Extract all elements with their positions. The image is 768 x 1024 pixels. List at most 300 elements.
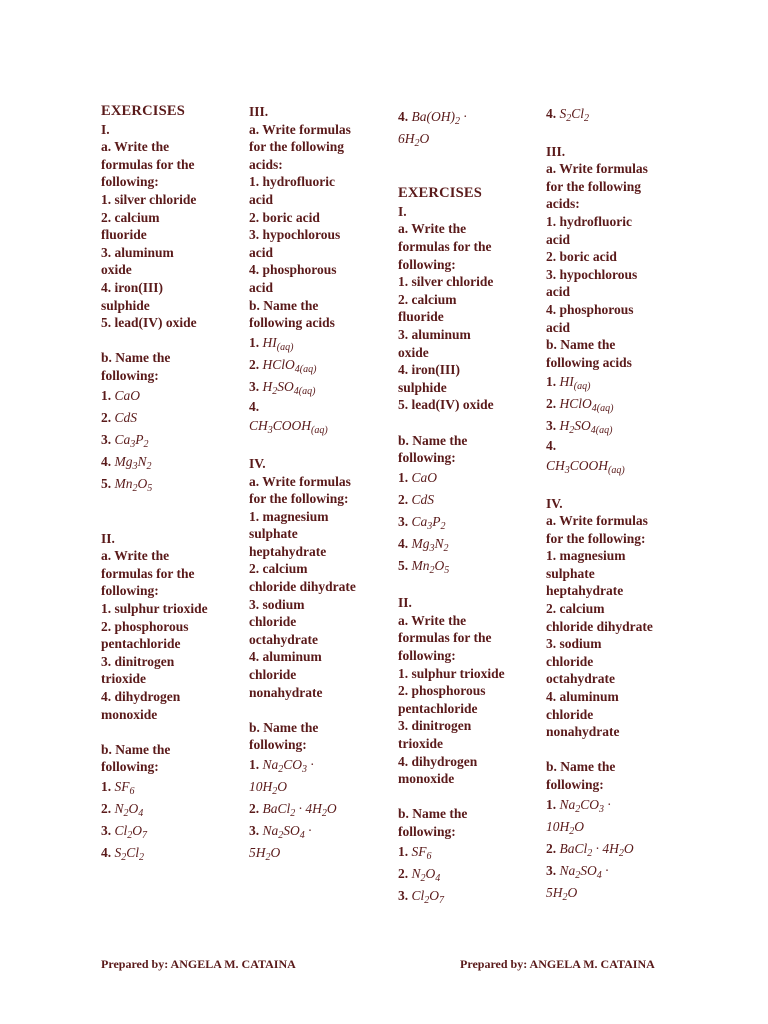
exercise-line: 1. silver chloride: [398, 274, 494, 290]
formula-text: SO: [574, 418, 591, 434]
formula-text: O: [132, 823, 143, 838]
formula-text: Mg: [411, 535, 430, 551]
formula-subscript: 2: [123, 808, 129, 819]
formula-text: SF: [114, 779, 130, 794]
chemical-formula: [114, 779, 135, 797]
exercise-line: heptahydrate: [249, 543, 327, 559]
formula-subscript: 2: [562, 891, 568, 903]
formula-text: SO: [580, 862, 597, 878]
formula-subscript: 2: [443, 542, 449, 554]
exercise-line: a. Write formulas: [546, 513, 648, 529]
item-number: 2.: [101, 409, 115, 425]
formula-text: O: [567, 884, 578, 900]
formula-line: [398, 467, 548, 489]
formula-text: Ca: [114, 431, 131, 447]
exercise-line: nonahydrate: [546, 724, 620, 740]
column-4: [546, 103, 696, 904]
formula-subscript: (aq): [311, 425, 328, 437]
column-1: [101, 103, 251, 864]
exercise-line: 2. boric acid: [249, 209, 320, 225]
exercise-line: oxide: [398, 344, 429, 360]
formula-text: O: [623, 840, 634, 856]
formula-text: ·: [304, 823, 312, 838]
formula-line: [546, 393, 696, 415]
formula-text: Na: [559, 796, 576, 812]
exercise-line: 1. magnesium: [249, 508, 329, 524]
chemical-formula: [114, 431, 149, 450]
formula-subscript: (aq): [573, 381, 591, 393]
chemical-formula: [262, 823, 312, 841]
exercise-line: 1. silver chloride: [101, 191, 197, 207]
formula-line: [398, 863, 548, 885]
formula-text: S: [114, 845, 122, 860]
exercise-line: for the following: [249, 139, 344, 155]
chemical-formula: [559, 418, 613, 437]
formula-line: [398, 489, 548, 511]
exercise-line: 2. phosphorous: [101, 618, 189, 634]
item-number: 3.: [398, 887, 412, 903]
chemical-formula: [559, 796, 611, 815]
exercise-line: 2. phosphorous: [398, 683, 486, 699]
formula-text: Ca: [411, 513, 428, 529]
exercise-line: 2. calcium: [101, 209, 160, 225]
exercise-line: formulas for the: [398, 630, 492, 646]
exercise-line: heptahydrate: [546, 583, 624, 599]
formula-subscript: 2: [290, 808, 296, 819]
formula-text: H: [262, 378, 273, 394]
formula-text: Na: [559, 862, 576, 878]
exercise-line: 3. sodium: [546, 636, 602, 652]
spacer: [249, 701, 399, 719]
item-number: 5.: [398, 557, 412, 573]
item-number: 2.: [398, 491, 412, 507]
exercise-line: chloride dihydrate: [249, 579, 356, 595]
formula-line: [546, 794, 696, 816]
formula-subscript: 3: [302, 764, 308, 775]
formula-text: · 4H: [295, 801, 322, 816]
formula-subscript: 2: [429, 564, 435, 576]
item-number: 4.: [398, 109, 412, 124]
chemical-formula: [546, 818, 584, 837]
formula-subscript: 2: [455, 116, 460, 127]
exercise-line: 4.: [546, 438, 557, 454]
exercise-line: 5. lead(IV) oxide: [398, 397, 494, 413]
exercise-line: following acids: [249, 315, 335, 331]
formula-text: O: [277, 779, 287, 794]
formula-text: COOH: [272, 418, 312, 434]
exercise-line: following:: [398, 450, 456, 466]
formula-subscript: 2: [440, 520, 446, 532]
formula-text: SF: [411, 843, 427, 859]
exercise-line: a. Write the: [398, 612, 467, 628]
chemical-formula: [411, 513, 446, 532]
formula-subscript: 5: [444, 564, 450, 576]
formula-text: O: [429, 887, 440, 903]
exercise-line: 2. calcium: [398, 291, 457, 307]
exercise-line: 4. aluminum: [249, 649, 322, 665]
exercise-line: 4.: [249, 398, 260, 414]
item-number: 1.: [546, 796, 560, 812]
formula-subscript: 2: [127, 830, 133, 841]
item-number: 2.: [546, 396, 560, 412]
chemical-formula: [546, 457, 625, 476]
formula-line: [249, 415, 399, 437]
formula-line: [398, 885, 548, 907]
exercise-line: acid: [546, 231, 571, 247]
exercise-line: 4. iron(III): [398, 362, 461, 378]
formula-subscript: 7: [142, 830, 148, 841]
chemical-formula: [546, 884, 578, 903]
item-number: 3.: [546, 862, 560, 878]
exercise-line: 1. hydrofluoric: [546, 213, 633, 229]
formula-subscript: 3: [130, 438, 136, 450]
chemical-formula: [114, 801, 144, 819]
item-number: 3.: [101, 823, 115, 838]
exercise-line: following:: [101, 583, 159, 599]
formula-text: N: [114, 801, 124, 816]
exercise-line: fluoride: [398, 309, 444, 325]
exercise-line: pentachloride: [101, 636, 181, 652]
formula-subscript: 4: [435, 872, 441, 884]
formula-subscript: 4(aq): [293, 385, 316, 397]
formula-text: CH: [546, 457, 565, 473]
formula-text: ·: [604, 796, 611, 812]
chemical-formula: [262, 801, 337, 819]
footer-right-credit: Prepared by: ANGELA M. CATAINA: [460, 957, 655, 971]
exercise-line: acid: [546, 319, 571, 335]
formula-line: [546, 371, 696, 393]
exercise-line: III.: [546, 143, 566, 159]
item-number: 4.: [101, 453, 115, 469]
chemical-formula: [398, 131, 430, 149]
formula-subscript: 3: [429, 542, 435, 554]
formula-text: BaCl: [559, 840, 588, 856]
spacer: [101, 495, 251, 513]
item-number: 2.: [398, 865, 412, 881]
formula-text: ·: [307, 757, 314, 772]
formula-text: ·: [460, 109, 467, 124]
formula-line: [398, 106, 548, 128]
chemical-formula: [412, 470, 438, 485]
exercise-line: following:: [398, 256, 456, 272]
exercise-line: chloride: [546, 653, 594, 669]
chemical-formula: [559, 862, 609, 881]
exercise-line: chloride dihydrate: [546, 618, 653, 634]
spacer: [546, 125, 696, 143]
formula-text: Cl: [126, 845, 140, 860]
formula-line: [398, 555, 548, 577]
chemical-formula: [114, 845, 145, 863]
formula-text: 10H: [249, 779, 273, 794]
formula-subscript: 3: [132, 460, 138, 472]
exercise-line: acid: [249, 279, 274, 295]
formula-text: Na: [262, 757, 279, 772]
item-number: 3.: [249, 378, 263, 394]
formula-line: [546, 455, 696, 477]
exercise-line: 4. dihydrogen: [398, 753, 478, 769]
exercise-line: a. Write the: [101, 139, 170, 155]
exercise-line: monoxide: [398, 771, 455, 787]
chemical-formula: [559, 106, 590, 124]
item-number: 1.: [101, 387, 115, 403]
formula-subscript: 2: [121, 852, 127, 863]
item-number: 4.: [101, 845, 115, 860]
item-number: 3.: [398, 513, 412, 529]
formula-subscript: 2: [424, 894, 430, 906]
exercise-line: b. Name the: [249, 297, 319, 313]
item-number: 1.: [249, 757, 263, 772]
chemical-formula: [559, 396, 614, 415]
formula-subscript: 2: [575, 803, 581, 815]
formula-subscript: 2: [584, 113, 590, 124]
chemical-formula: [115, 388, 141, 403]
exercise-line: for the following:: [546, 530, 646, 546]
formula-subscript: 2: [143, 438, 149, 450]
formula-text: Mn: [411, 557, 430, 573]
formula-line: [249, 842, 399, 864]
formula-text: SO: [283, 823, 300, 838]
formula-subscript: 2: [569, 825, 575, 837]
exercise-line: b. Name the: [398, 806, 468, 822]
item-number: 4.: [398, 535, 412, 551]
exercise-line: following acids: [546, 354, 632, 370]
formula-subscript: 3: [267, 425, 273, 437]
formula-text: N: [434, 535, 444, 551]
formula-text: O: [434, 557, 445, 573]
formula-subscript: 2: [587, 847, 593, 859]
exercise-line: octahydrate: [249, 631, 318, 647]
formula-text: N: [411, 865, 421, 881]
formula-line: [101, 385, 251, 407]
exercise-line: 1. sulphur trioxide: [398, 665, 505, 681]
formula-subscript: 6: [426, 850, 432, 862]
formula-subscript: 2: [414, 138, 420, 149]
formula-text: CO: [580, 796, 600, 812]
formula-line: [101, 473, 251, 495]
spacer: [249, 437, 399, 455]
exercise-line: 4. aluminum: [546, 689, 619, 705]
formula-text: 10H: [546, 818, 570, 834]
chemical-formula: [114, 453, 152, 472]
formula-line: [101, 451, 251, 473]
exercise-line: chloride: [546, 706, 594, 722]
exercise-line: 2. boric acid: [546, 249, 617, 265]
exercise-line: acid: [249, 244, 274, 260]
exercise-line: following:: [398, 648, 456, 664]
formula-line: [101, 776, 251, 798]
formula-line: [398, 128, 548, 150]
item-number: 1.: [546, 374, 560, 390]
exercise-line: 2. calcium: [249, 561, 308, 577]
formula-subscript: 4: [299, 830, 305, 841]
exercise-line: formulas for the: [398, 238, 492, 254]
formula-text: S: [559, 106, 567, 121]
exercise-line: 4. phosphorous: [546, 301, 634, 317]
formula-text: CdS: [411, 491, 435, 507]
formula-subscript: 2: [321, 808, 327, 819]
formula-text: 5H: [546, 884, 563, 900]
exercise-line: trioxide: [101, 671, 146, 687]
item-number: 2.: [101, 801, 115, 816]
exercise-line: b. Name the: [101, 350, 171, 366]
exercise-line: 3. aluminum: [101, 244, 174, 260]
exercise-line: I.: [398, 203, 407, 219]
chemical-formula: [411, 535, 449, 554]
formula-line: [101, 842, 251, 864]
chemical-formula: [249, 845, 281, 863]
item-number: 3.: [101, 431, 115, 447]
section-heading: EXERCISES: [101, 103, 185, 119]
exercise-line: formulas for the: [101, 565, 195, 581]
formula-subscript: 2: [265, 852, 271, 863]
chemical-formula: [559, 374, 591, 393]
formula-line: [249, 820, 399, 842]
item-number: 2.: [249, 356, 263, 372]
exercise-line: sulphide: [101, 297, 150, 313]
exercise-line: 2. calcium: [546, 601, 605, 617]
spacer: [398, 150, 548, 168]
item-number: 2.: [546, 840, 560, 856]
chemical-formula: [559, 840, 634, 859]
formula-text: Na: [262, 823, 279, 838]
formula-line: [249, 354, 399, 376]
formula-subscript: (aq): [276, 341, 294, 353]
exercise-line: trioxide: [398, 736, 443, 752]
formula-subscript: 3: [564, 464, 570, 476]
formula-subscript: 5: [147, 482, 153, 494]
formula-subscript: 4: [596, 869, 602, 881]
formula-subscript: 4: [138, 808, 144, 819]
formula-text: N: [137, 453, 147, 469]
formula-text: O: [574, 818, 584, 834]
formula-subscript: 2: [132, 482, 138, 494]
exercise-line: 4. dihydrogen: [101, 689, 181, 705]
formula-text: Mn: [114, 475, 133, 491]
formula-text: O: [137, 475, 148, 491]
spacer: [398, 414, 548, 432]
exercise-line: following:: [249, 737, 307, 753]
exercise-line: acids:: [546, 196, 580, 212]
formula-line: [249, 332, 399, 354]
formula-line: [101, 407, 251, 429]
formula-text: CO: [283, 757, 303, 772]
exercise-line: sulphate: [546, 565, 595, 581]
item-number: 3.: [546, 418, 560, 434]
exercise-line: octahydrate: [546, 671, 615, 687]
formula-text: O: [419, 131, 430, 146]
exercise-line: a. Write formulas: [249, 121, 351, 137]
exercise-line: III.: [249, 104, 269, 119]
item-number: 3.: [249, 823, 263, 838]
exercise-line: II.: [398, 595, 412, 611]
formula-text: CaO: [114, 387, 141, 403]
exercise-line: following:: [546, 777, 604, 792]
formula-line: [398, 841, 548, 863]
spacer: [546, 741, 696, 759]
spacer: [101, 332, 251, 350]
item-number: 1.: [101, 779, 115, 794]
formula-text: P: [135, 431, 144, 447]
formula-subscript: 2: [566, 113, 572, 124]
formula-text: CdS: [114, 409, 138, 425]
formula-text: O: [326, 801, 337, 816]
exercise-line: 3. hypochlorous: [546, 266, 638, 282]
exercise-line: nonahydrate: [249, 684, 323, 700]
exercise-line: 5. lead(IV) oxide: [101, 315, 197, 331]
formula-line: [546, 860, 696, 882]
exercise-line: chloride: [249, 614, 297, 630]
formula-subscript: 4(aq): [294, 363, 317, 375]
chemical-formula: [249, 779, 287, 797]
spacer: [398, 788, 548, 806]
formula-line: [249, 776, 399, 798]
spacer: [101, 512, 251, 530]
formula-line: [546, 816, 696, 838]
formula-line: [101, 820, 251, 842]
exercise-line: b. Name the: [101, 741, 171, 757]
exercise-line: following:: [398, 824, 456, 839]
exercise-line: IV.: [249, 455, 266, 471]
formula-text: BaCl: [262, 801, 291, 816]
exercise-line: oxide: [101, 262, 132, 278]
formula-subscript: 2: [278, 830, 284, 841]
formula-subscript: 4(aq): [590, 425, 613, 437]
formula-subscript: 2: [420, 872, 426, 884]
formula-text: Cl: [114, 823, 128, 838]
chemical-formula: [262, 356, 317, 375]
formula-text: HClO: [559, 396, 592, 412]
exercise-line: 4. iron(III): [101, 279, 164, 295]
formula-text: O: [425, 865, 436, 881]
formula-line: [249, 754, 399, 776]
exercise-line: fluoride: [101, 227, 147, 243]
exercise-line: b. Name the: [546, 337, 616, 353]
formula-subscript: 2: [278, 764, 284, 775]
chemical-formula: [411, 865, 441, 884]
formula-subscript: 2: [618, 847, 624, 859]
item-number: 1.: [398, 469, 412, 485]
footer-left-credit: Prepared by: ANGELA M. CATAINA: [101, 957, 296, 971]
formula-line: [101, 798, 251, 820]
spacer: [398, 577, 548, 595]
exercise-line: a. Write formulas: [546, 161, 648, 177]
exercise-line: 3. hypochlorous: [249, 227, 341, 243]
column-2: [249, 103, 399, 864]
exercise-line: II.: [101, 530, 115, 546]
formula-subscript: 2: [272, 385, 278, 397]
exercise-line: a. Write formulas: [249, 473, 351, 489]
formula-text: Mg: [114, 453, 133, 469]
exercise-line: I.: [101, 121, 110, 137]
exercise-line: 3. dinitrogen: [101, 653, 175, 669]
exercise-line: 3. sodium: [249, 596, 305, 612]
chemical-formula: [114, 475, 153, 494]
formula-subscript: 3: [599, 803, 605, 815]
formula-text: 6H: [398, 131, 415, 146]
exercise-line: following:: [101, 367, 159, 383]
chemical-formula: [262, 757, 314, 775]
formula-text: HI: [262, 334, 277, 350]
chemical-formula: [115, 410, 138, 425]
exercise-line: 3. dinitrogen: [398, 718, 472, 734]
exercise-line: 3. aluminum: [398, 326, 471, 342]
exercise-line: acid: [249, 191, 274, 207]
formula-text: HI: [559, 374, 574, 390]
formula-text: · 4H: [592, 840, 619, 856]
section-heading: EXERCISES: [398, 185, 482, 202]
formula-subscript: 2: [146, 460, 152, 472]
spacer: [101, 723, 251, 741]
